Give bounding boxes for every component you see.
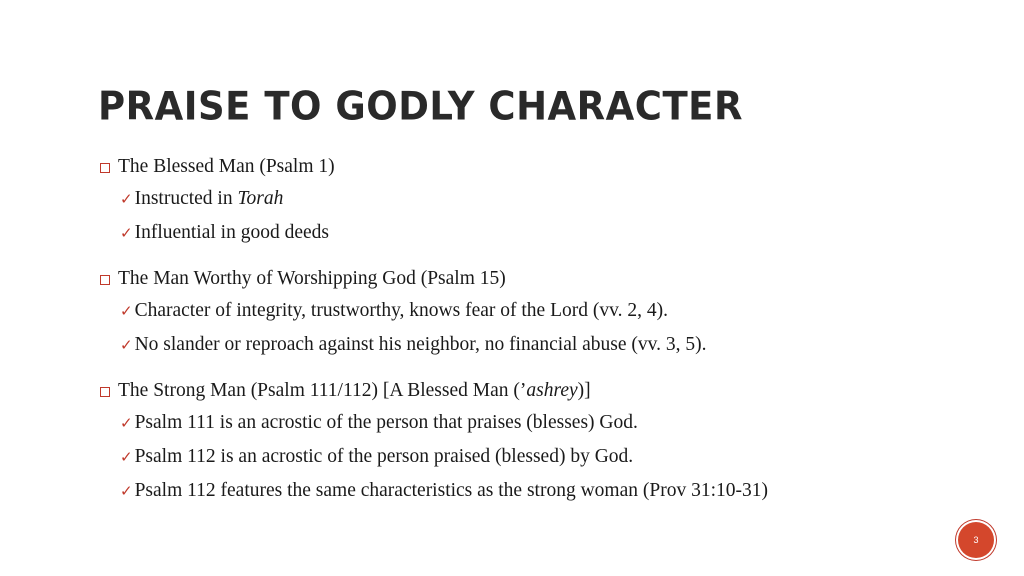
item-text: Psalm 112 features the same characteristics as the strong woman (Prov 31:10-31) [134, 480, 768, 501]
checkmark-icon: ✓ [120, 190, 133, 208]
checkmark-icon: ✓ [120, 302, 133, 320]
list-item [100, 474, 960, 508]
item-text: Character of integrity, trustworthy, knows fear of the Lord (vv. 2, 4). [134, 300, 668, 321]
heading-text: The Strong Man (Psalm 111/112) [A Blessed Man (’ [118, 380, 527, 401]
checkmark-icon: ✓ [120, 414, 133, 432]
section-heading [100, 152, 960, 182]
heading-text: The Blessed Man (Psalm 1) [118, 156, 335, 177]
section-heading [100, 264, 960, 294]
list-item [100, 328, 960, 362]
checkmark-icon: ✓ [120, 224, 133, 242]
item-text: Influential in good deeds [134, 222, 329, 243]
section-strong-man [100, 376, 960, 508]
section-blessed-man [100, 152, 960, 250]
item-text: Psalm 111 is an acrostic of the person that praises (blesses) God. [134, 412, 638, 433]
checkmark-icon: ✓ [120, 448, 133, 466]
square-bullet-icon [100, 387, 110, 397]
square-bullet-icon [100, 275, 110, 285]
slide-title: PRAISE TO GODLY CHARACTER [98, 84, 743, 130]
item-text: Psalm 112 is an acrostic of the person praised (blessed) by God. [134, 446, 634, 467]
list-item [100, 182, 960, 216]
checkmark-icon: ✓ [120, 482, 133, 500]
checkmark-icon: ✓ [120, 336, 133, 354]
heading-text: The Man Worthy of Worshipping God (Psalm 15) [118, 268, 506, 289]
heading-tail-text: )] [577, 380, 591, 401]
section-worthy-man [100, 264, 960, 362]
heading-italic-text: ashrey [526, 380, 578, 401]
list-item [100, 440, 960, 474]
item-italic-text: Torah [237, 188, 284, 209]
square-bullet-icon [100, 163, 110, 173]
slide-content [100, 152, 960, 522]
list-item [100, 406, 960, 440]
list-item [100, 216, 960, 250]
list-item [100, 294, 960, 328]
section-heading [100, 376, 960, 406]
page-number-badge: 3 [958, 522, 994, 558]
item-text: Instructed in [134, 188, 238, 209]
item-text: No slander or reproach against his neighbor, no financial abuse (vv. 3, 5). [134, 334, 707, 355]
